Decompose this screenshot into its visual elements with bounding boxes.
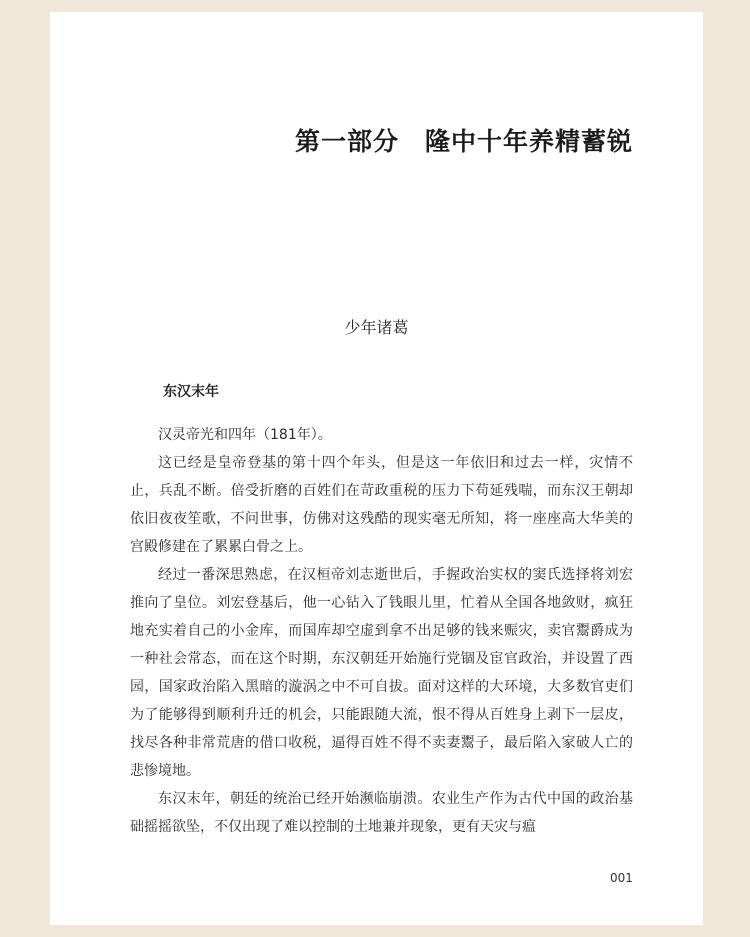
section-heading: 东汉末年: [163, 384, 219, 400]
chapter-title: 少年诸葛: [344, 318, 409, 337]
paragraph: 经过一番深思熟虑，在汉桓帝刘志逝世后，手握政治实权的窦氏选择将刘宏推向了皇位。刘宏登基后，他一心钻入了钱眼儿里，忙着从全国各地敛财，疯狂地充实着自己的小金库，而国库却空虚到拿不出足够的钱来赈灾，卖官鬻爵成为一种社会常态，而在这个时期，东汉朝廷开始施行党锢及宦官政治，并设置了西园，国家政治陷入黑暗的漩涡之中不可自拔。面对这样的大环境，大多数官吏们为了能够得到顺利升迁的机会，只能跟随大流，恨不得从百姓身上剥下一层皮，找尽各种非常荒唐的借口收税，逼得百姓不得不卖妻鬻子，最后陷入家破人亡的悲惨境地。: [130, 567, 633, 779]
part-title: 第一部分 隆中十年养精蓄锐: [294, 127, 633, 156]
page-number: 001: [610, 871, 633, 885]
paragraph: 这已经是皇帝登基的第十四个年头，但是这一年依旧和过去一样，灾情不止，兵乱不断。倍受折磨的百姓们在苛政重税的压力下苟延残喘，而东汉王朝却依旧夜夜笙歌，不问世事，仿佛对这残酷的现实毫无所知，将一座座高大华美的宫殿修建在了累累白骨之上。: [130, 455, 633, 555]
paragraph: 东汉末年，朝廷的统治已经开始濒临崩溃。农业生产作为古代中国的政治基础摇摇欲坠，不仅出现了难以控制的土地兼并现象，更有天灾与瘟: [130, 791, 633, 835]
paragraph: 汉灵帝光和四年（181年）。: [158, 427, 332, 443]
body-text: [130, 421, 633, 841]
